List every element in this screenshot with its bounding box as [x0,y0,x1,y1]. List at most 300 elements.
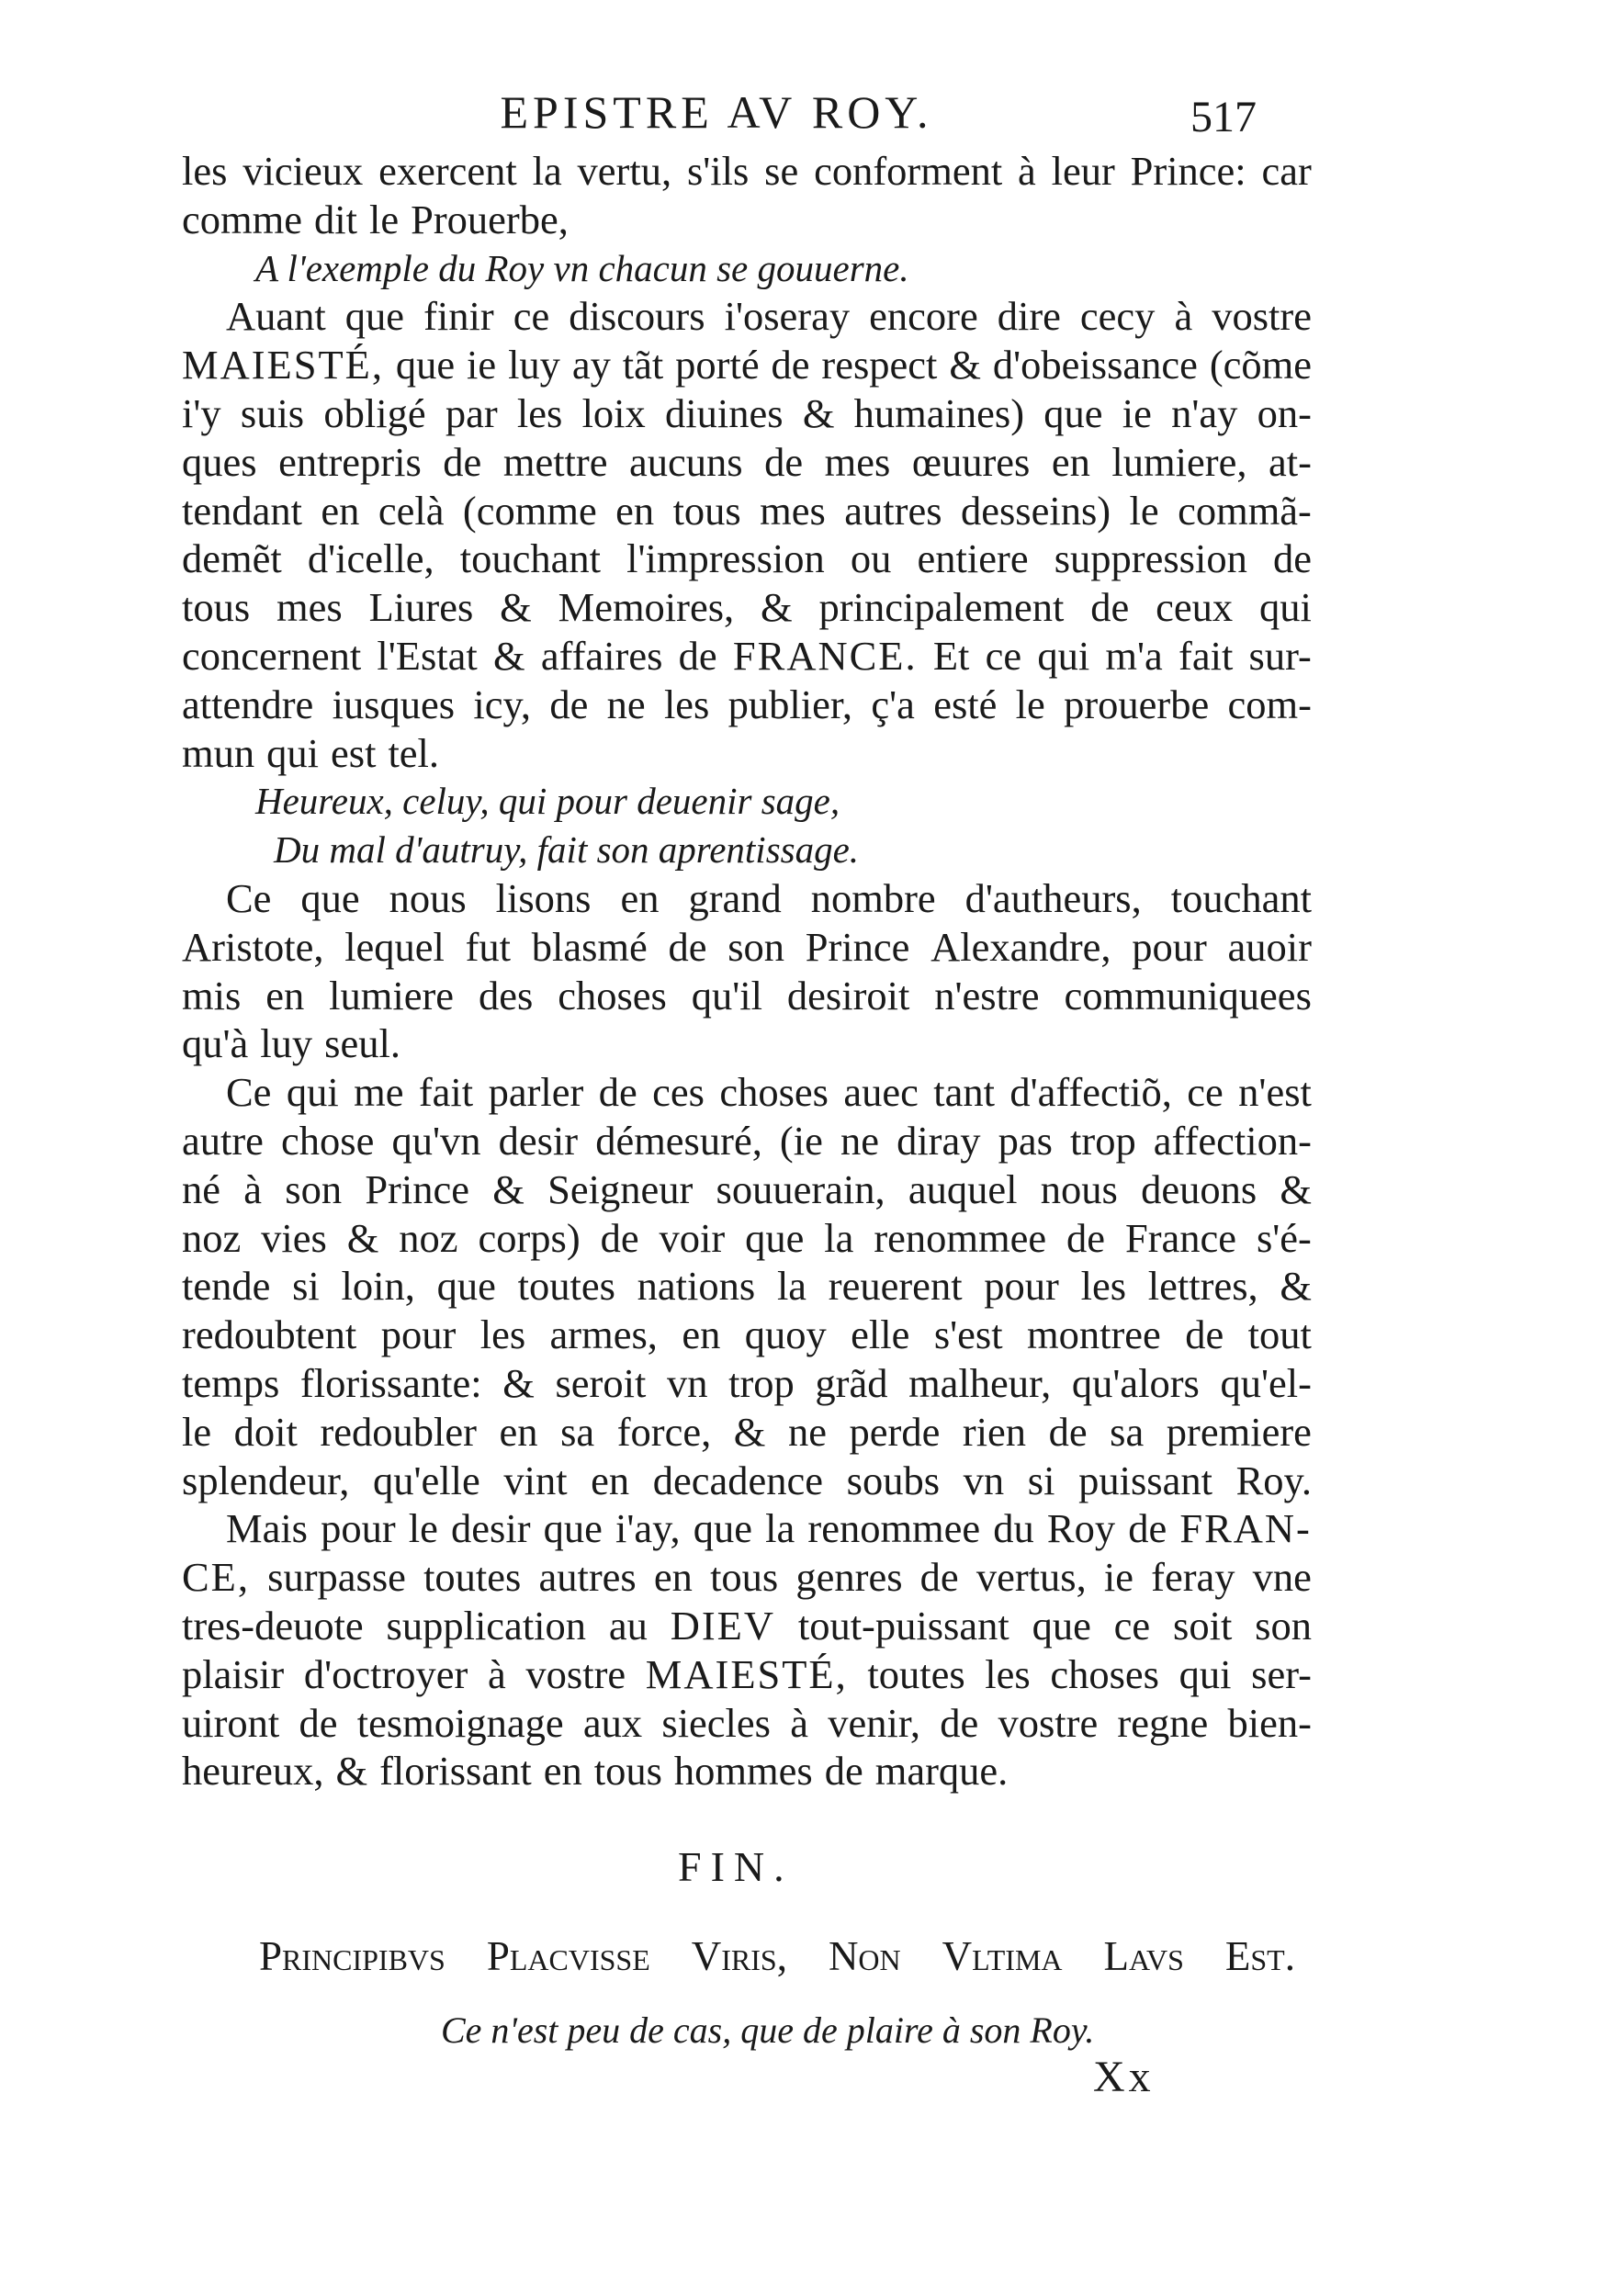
word: d'affectiõ, [1009,1069,1172,1116]
text-line [182,972,1312,1020]
word: la [776,1263,807,1310]
word: s'é- [1256,1214,1312,1261]
word: desir [498,1117,579,1164]
word: leur [1051,148,1115,194]
word: œuures [911,438,1031,485]
word: & [802,389,835,436]
word: nous [389,874,467,921]
word: FRANCE. [732,632,918,679]
word: ne [606,681,646,727]
text-line [182,487,1312,535]
word: à [488,1650,506,1697]
word: chose [281,1117,375,1164]
word: & [493,632,525,679]
word: respect [821,342,938,388]
word: corps) [478,1214,581,1261]
word: seul. [324,1020,400,1067]
word: & [761,584,793,631]
word: ces [652,1069,705,1116]
word: fut [465,923,512,970]
word: & [492,1165,524,1212]
motto-word: Est. [1224,1933,1295,1979]
word: parler [488,1069,584,1116]
word: de [919,1554,959,1601]
word: affaires [540,632,663,679]
word: loix [581,389,646,436]
word: ce [1113,1602,1151,1649]
text-line [182,1408,1312,1457]
word: autre [182,1117,264,1164]
word: les [985,1650,1031,1697]
word: toutes [867,1650,965,1697]
word: choses [558,972,667,1019]
text-line [182,1117,1312,1165]
word: i'ay, [615,1505,681,1552]
word: qui [1179,1650,1232,1697]
word: qu'il [691,972,762,1019]
text-line [182,1602,1312,1650]
word: vies [261,1214,327,1261]
motto-word: Lavs [1103,1933,1184,1979]
word: porté [675,342,760,388]
word: de [549,681,589,727]
word: communiquees [1064,972,1312,1019]
word: Ce [226,1069,272,1116]
word: tãt [622,342,664,388]
word: principalement [818,584,1065,631]
word: lumiere [329,972,455,1019]
motto-translation: Ce n'est peu de cas, que de plaire à son Roy. [441,2009,1095,2051]
word: ne [787,1408,827,1455]
word: Mais [226,1505,308,1552]
word: au [608,1602,648,1649]
word: en [591,1457,630,1503]
word: desir [451,1505,531,1552]
word: affection- [1153,1117,1312,1164]
word: Aristote, [182,923,324,970]
word: Prouerbe, [411,196,569,242]
motto-word: Viris, [691,1933,787,1979]
word: qu'vn [391,1117,481,1164]
page-number: 517 [1190,93,1257,141]
word: & [949,342,981,388]
word: les [663,681,710,727]
word: de [940,1699,979,1746]
word: mes [824,438,891,485]
verse-line: Du mal d'autruy, fait son aprentissage. [274,828,860,872]
word: vertu, [577,148,672,194]
text-line [182,1068,1312,1117]
word: de [1048,1408,1088,1455]
word: est [331,729,377,776]
word: qu'alors [1071,1359,1200,1406]
word: temps [182,1359,280,1406]
word: lisons [495,874,592,921]
word: encore [869,293,978,340]
word: noz [182,1214,242,1261]
word: car [1261,148,1312,194]
word: icy, [473,681,532,727]
word: tout-puissant [797,1602,1009,1649]
word: ser- [1251,1650,1312,1697]
word: les [1080,1263,1127,1310]
word: toutes [423,1554,522,1601]
word: pour [380,1311,457,1358]
word: son [285,1165,343,1212]
word: (ie [779,1117,823,1164]
word: si [1027,1457,1055,1503]
word: uiront [182,1699,280,1746]
word: perde [849,1408,941,1455]
word: que [395,342,456,388]
text-line [182,292,1312,341]
word: redoubtent [182,1311,357,1358]
word: & [346,1214,379,1261]
word: noz [399,1214,458,1261]
text-line [182,1747,1312,1795]
word: des [478,972,534,1019]
word: en [265,972,305,1019]
word: que [745,1214,805,1261]
word: desseins) [960,487,1111,534]
word: Prince [365,1165,469,1212]
word: entrepris [278,438,422,485]
word: nombre [810,874,936,921]
word: vostre [998,1699,1099,1746]
word: m'a [1105,632,1163,679]
word: son [1255,1602,1312,1649]
word: en [1051,438,1090,485]
word: qui [266,729,319,776]
word: MAIESTÉ, [645,1650,848,1697]
word: que [1032,1602,1091,1649]
word: d'autheurs, [964,874,1142,921]
word: obligé [323,389,426,436]
word: nations [637,1263,756,1310]
text-line [182,1553,1312,1602]
word: doit [233,1408,298,1455]
word: l'Estat [377,632,478,679]
word: aux [582,1699,643,1746]
word: me [354,1069,404,1116]
word: prouerbe [1064,681,1210,727]
word: mettre [502,438,608,485]
word: de [600,1214,639,1261]
word: vertus, [976,1554,1087,1601]
word: tous [593,1748,662,1795]
text-line [182,632,1312,681]
signature-mark: Xx [1093,2053,1155,2101]
word: les [479,1311,526,1358]
word: trop [728,1359,795,1406]
word: tendant [182,487,302,534]
motto-word: Non [828,1933,901,1979]
word: démesuré, [595,1117,762,1164]
word: tesmoignage [356,1699,564,1746]
text-line [182,438,1312,487]
word: lettres, [1147,1263,1258,1310]
word: choses [1050,1650,1159,1697]
word: ce [513,293,550,340]
word: florissant [379,1748,532,1795]
word: Alexandre, [930,923,1111,970]
word: force, [616,1408,712,1455]
word: de [764,438,804,485]
word: & [500,584,532,631]
word: en [499,1408,538,1455]
word: Prince [805,923,910,970]
word: soit [1173,1602,1233,1649]
word: auquel [908,1165,1018,1212]
word: quoy [744,1311,827,1358]
word: que [300,874,360,921]
word: la [765,1505,795,1552]
word: par [445,389,498,436]
text-line [182,583,1312,632]
text-line [182,1699,1312,1748]
word: ie [1122,389,1152,436]
word: trop [1070,1117,1136,1164]
word: autres [538,1554,637,1601]
word: plaisir [182,1650,285,1697]
word: i'oseray [724,293,851,340]
word: Et [932,632,970,679]
word: qu'elle [372,1457,480,1503]
word: seroit [555,1359,647,1406]
word: (comme [462,487,597,534]
word: puissant [1078,1457,1212,1503]
word: bien- [1227,1699,1312,1746]
word: & [733,1408,766,1455]
word: s'ils [686,148,750,194]
word: fait [1179,632,1234,679]
word: comme [182,196,302,242]
word: commã- [1178,487,1312,534]
word: vint [503,1457,568,1503]
word: regne [1117,1699,1209,1746]
word: com- [1227,681,1312,727]
word: en [682,1311,721,1358]
text-line [182,1262,1312,1311]
word: tout [1247,1311,1312,1358]
word: vostre [1212,293,1312,340]
word: ceux [1156,584,1234,631]
word: FRAN- [1179,1505,1312,1552]
word: à [1174,293,1193,340]
word: en [321,487,360,534]
word: tous [672,487,741,534]
word: n'est [1238,1069,1312,1116]
word: luy [508,342,560,388]
word: autres [844,487,942,534]
word: surpasse [267,1554,406,1601]
word: fait [418,1069,474,1116]
word: de [1128,1505,1167,1552]
text-line [182,389,1312,438]
word: ie [467,342,497,388]
running-title: EPISTRE AV ROY. [500,86,933,138]
word: de [824,1748,863,1795]
word: tres-deuote [182,1602,364,1649]
word: Prince: [1130,148,1246,194]
word: la [532,148,562,194]
word: diuines [665,389,784,436]
text-line [182,1311,1312,1359]
word: nous [1040,1165,1118,1212]
word: exercent [378,148,517,194]
word: pour [1132,923,1207,970]
word: tous [182,584,251,631]
word: MAIESTÉ, [182,342,384,388]
word: blasmé [531,923,648,970]
word: souuerain, [716,1165,885,1212]
word: rien [962,1408,1027,1455]
word: siecles [661,1699,771,1746]
word: & [1280,1263,1312,1310]
word: n'ay [1171,389,1238,436]
text-line [182,1359,1312,1408]
word: ne [840,1117,879,1164]
word: diray [897,1117,981,1164]
word: tende [182,1263,271,1310]
word: qu'el- [1220,1359,1312,1406]
word: pour [321,1505,396,1552]
word: loin, [341,1263,415,1310]
word: mis [182,972,242,1019]
text-line [182,729,1312,778]
word: auec [843,1069,919,1116]
word: concernent [182,632,362,679]
word: publier, [727,681,853,727]
word: mun [182,729,255,776]
word: le [1015,681,1045,727]
word: pas [998,1117,1053,1164]
word: ques [182,438,257,485]
word: lequel [344,923,445,970]
word: d'icelle, [307,535,434,582]
word: que [344,293,405,340]
word: vostre [525,1650,626,1697]
word: en [653,1554,693,1601]
word: Memoires, [558,584,735,631]
word: grãd [815,1359,888,1406]
word: toutes [517,1263,615,1310]
word: à [1018,148,1036,194]
word: les [182,148,228,194]
word: genres [795,1554,903,1601]
word: auoir [1227,923,1312,970]
word: renommee [874,1214,1047,1261]
word: ce [985,632,1022,679]
word: suis [240,389,305,436]
text-line [182,1650,1312,1699]
word: qu'à [182,1020,249,1067]
word: touchant [1170,874,1312,921]
word: heureux, [182,1748,324,1795]
word: choses [719,1069,829,1116]
word: soubs [846,1457,941,1503]
word: né [182,1165,221,1212]
word: esté [933,681,998,727]
word: dire [997,293,1061,340]
word: & [335,1748,368,1795]
word: desiroit [786,972,910,1019]
text-line [182,1457,1312,1505]
word: finir [423,293,494,340]
word: de [678,632,717,679]
text-line [182,1019,1312,1068]
word: cecy [1079,293,1156,340]
word: qui [286,1069,339,1116]
word: discours [569,293,705,340]
word: en [620,874,660,921]
word: vne [1252,1554,1312,1601]
word: i'y [182,389,221,436]
word: aucuns [629,438,743,485]
word: conforment [814,148,1003,194]
word: tous [710,1554,779,1601]
word: si [292,1263,320,1310]
text-line [182,535,1312,583]
word: se [764,148,799,194]
word: Liures [368,584,474,631]
motto-word: Placvisse [486,1933,650,1979]
word: Roy. [1235,1457,1312,1503]
word: les [516,389,563,436]
word: sur- [1248,632,1312,679]
word: Seigneur [547,1165,694,1212]
word: iusques [332,681,456,727]
word: Ce [226,874,272,921]
word: la [824,1214,854,1261]
word: ou [850,535,892,582]
word: & [502,1359,535,1406]
word: voir [659,1214,726,1261]
word: deuons [1141,1165,1257,1212]
word: de [1066,1214,1106,1261]
word: tel. [388,729,440,776]
word: splendeur, [182,1457,350,1503]
word: du [993,1505,1034,1552]
word: at- [1268,438,1312,485]
word: sa [560,1408,595,1455]
word: en [543,1748,582,1795]
word: n'estre [934,972,1040,1019]
word: attendre [182,681,314,727]
fin-mark: FIN. [678,1843,794,1890]
word: ay [571,342,611,388]
word: decadence [652,1457,824,1503]
text-line [182,341,1312,389]
verse-line: A l'exemple du Roy vn chacun se gouuerne. [255,246,909,289]
word: vicieux [242,148,364,194]
word: que [1043,389,1103,436]
word: dit [313,196,357,242]
word: vn [666,1359,708,1406]
word: ce [1187,1069,1224,1116]
text-line [182,1504,1312,1553]
word: vn [963,1457,1005,1503]
word: marque. [874,1748,1009,1795]
word: on- [1257,389,1312,436]
word: en [615,487,655,534]
word: de [1272,535,1312,582]
word: de [771,342,810,388]
word: suppression [1054,535,1247,582]
word: France [1124,1214,1237,1261]
word: Auant [226,293,326,340]
word: le [182,1408,212,1455]
